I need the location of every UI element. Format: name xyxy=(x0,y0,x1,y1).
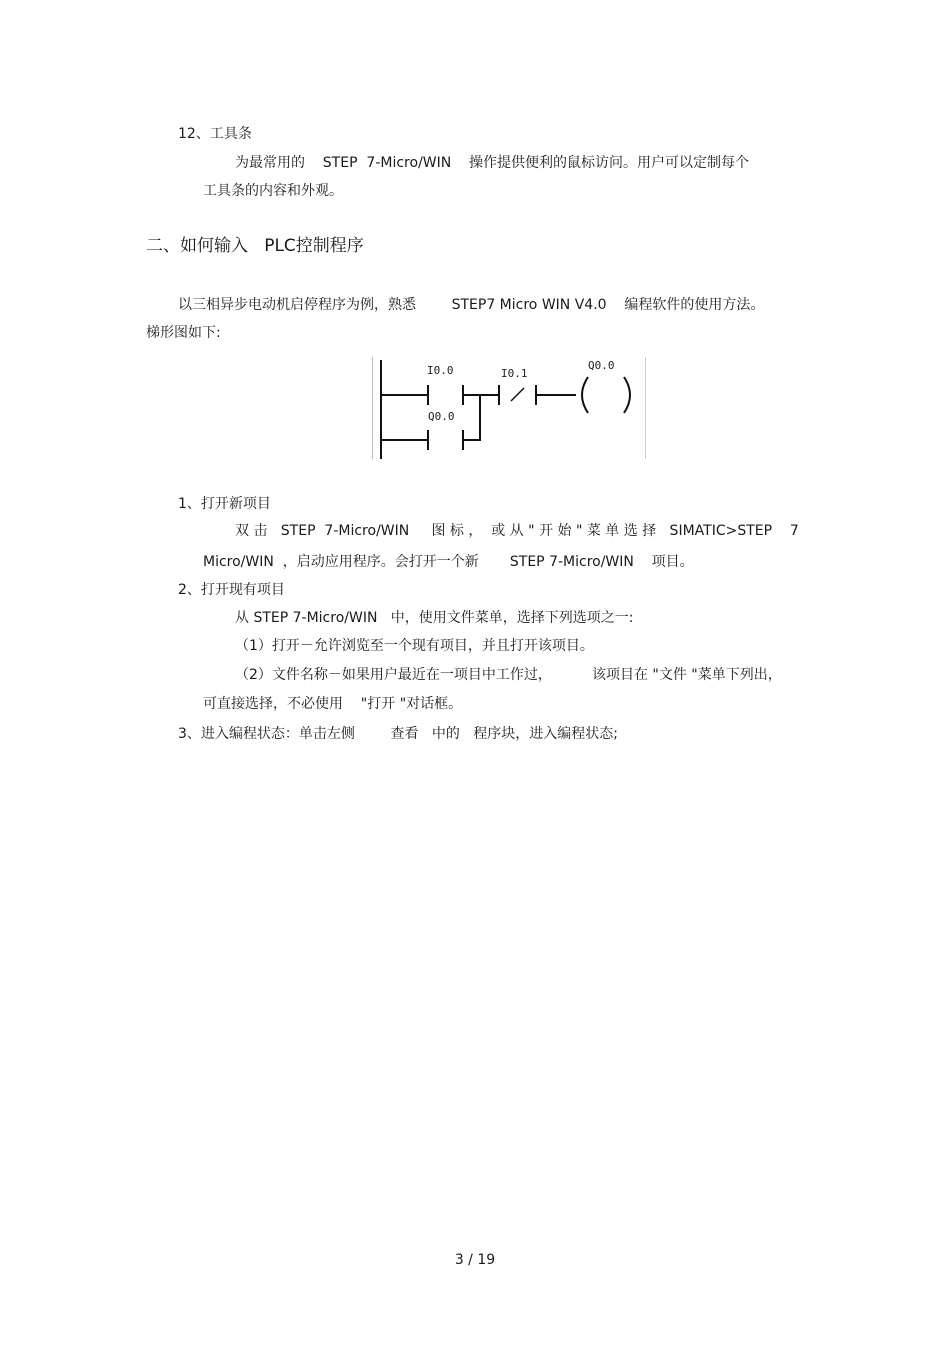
step-1-heading: 1、打开新项目 xyxy=(178,496,271,512)
section-12-line-2: 工具条的内容和外观。 xyxy=(203,183,343,199)
contact-i01-slash xyxy=(511,388,524,401)
step-2-line-3: （2）文件名称－如果用户最近在一项目中工作过， 该项目在 "文件 "菜单下列出， xyxy=(235,667,782,683)
ladder-diagram xyxy=(372,357,646,459)
step-1-line-2: Micro/WIN ，启动应用程序。会打开一个新 STEP 7-Micro/WIN 项目。 xyxy=(203,554,694,570)
contact-q00-label: Q0.0 xyxy=(428,410,455,423)
section-12-heading: 12、工具条 xyxy=(178,126,252,142)
section-12-line-1: 为最常用的 STEP 7-Micro/WIN 操作提供便利的鼠标访问。用户可以定制每个 xyxy=(235,155,750,171)
step-2-heading: 2、打开现有项目 xyxy=(178,582,285,598)
contact-i00-label: I0.0 xyxy=(427,364,454,377)
intro-line-2: 梯形图如下: xyxy=(146,325,221,341)
coil-left-arc xyxy=(582,377,588,413)
step-2-line-2: （1）打开－允许浏览至一个现有项目，并且打开该项目。 xyxy=(235,638,594,654)
section-2-heading: 二、如何输入 PLC控制程序 xyxy=(146,236,364,256)
coil-right-arc xyxy=(624,377,630,413)
step-2-line-1: 从 STEP 7-Micro/WIN 中，使用文件菜单，选择下列选项之一: xyxy=(235,610,634,626)
step-2-line-4: 可直接选择，不必使用 "打开 "对话框。 xyxy=(203,696,463,712)
coil-q00-label: Q0.0 xyxy=(588,359,615,372)
step-3-line: 3、进入编程状态：单击左侧 查看 中的 程序块，进入编程状态; xyxy=(178,726,618,742)
intro-line-1: 以三相异步电动机启停程序为例，熟悉 STEP7 Micro WIN V4.0 编程软件的使用方法。 xyxy=(178,297,765,313)
step-1-line-1: 双 击 STEP 7-Micro/WIN 图 标 ， 或 从 " 开 始 " 菜 单 选 择 SIMATIC>STEP 7 xyxy=(235,523,799,539)
contact-i01-label: I0.1 xyxy=(501,367,528,380)
page-number: 3 / 19 xyxy=(454,1252,496,1268)
